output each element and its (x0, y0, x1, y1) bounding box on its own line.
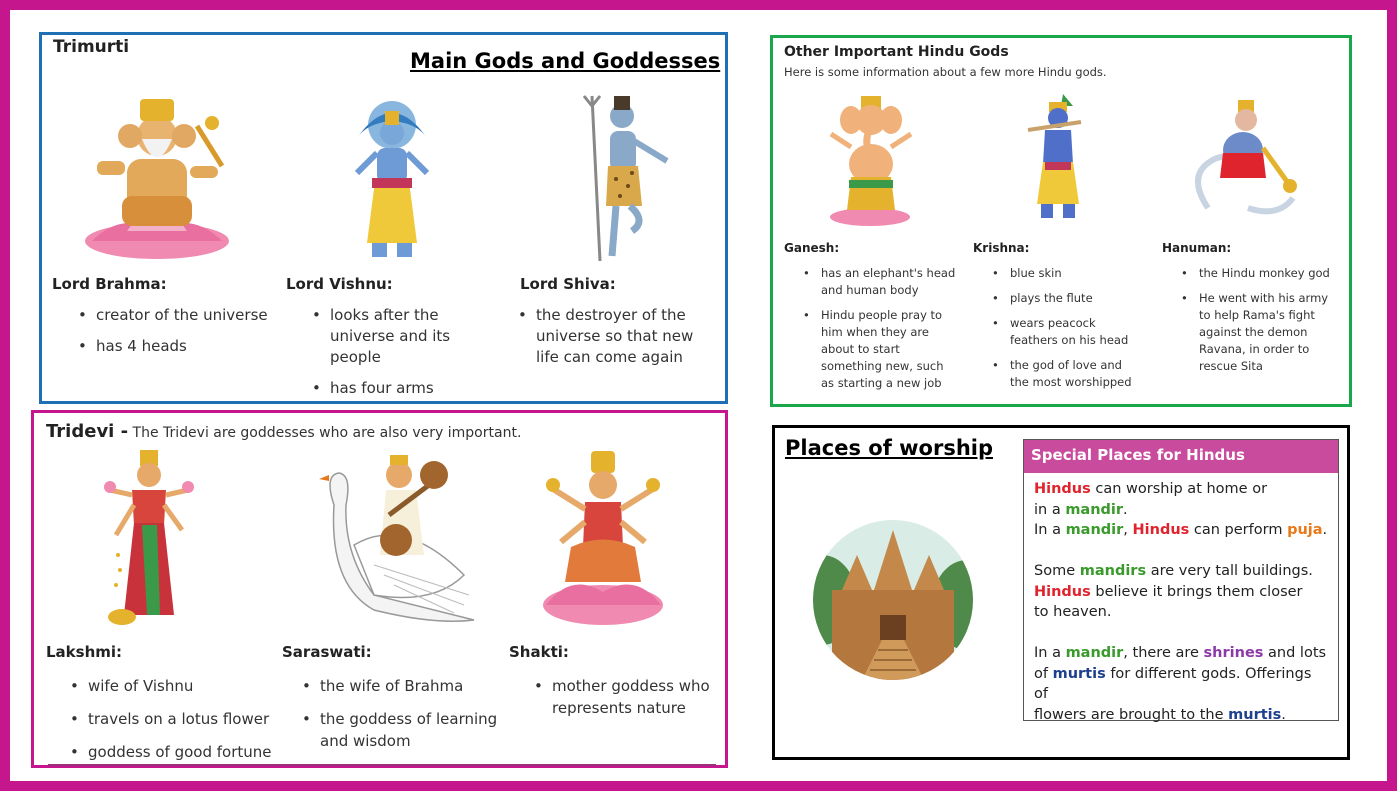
god-name-krishna: Krishna: (973, 241, 1030, 255)
shakti-figure-icon (541, 447, 666, 629)
text-fragment: Hindus (1132, 522, 1190, 538)
text-fragment: mandirs (1079, 563, 1147, 579)
text-fragment: are very tall buildings. (1150, 563, 1313, 579)
text-fragment: can perform (1193, 522, 1283, 538)
text-line: in a mandir. (1034, 501, 1128, 518)
god-name-shiva: Lord Shiva: (520, 275, 616, 293)
text-fragment: shrines (1203, 645, 1264, 661)
text-fragment: puja (1287, 522, 1323, 538)
fact-item: • wears peacock feathers on his head (990, 315, 1140, 349)
text-line: flowers are brought to the murtis. (1034, 706, 1286, 723)
other-gods-title: Other Important Hindu Gods (784, 44, 1009, 60)
mandir-temple-illustration (802, 520, 984, 680)
text-line (1034, 479, 1328, 500)
fact-item: • blue skin (990, 265, 1140, 282)
goddess-name-saraswati: Saraswati: (282, 643, 372, 661)
special-places-text (1024, 473, 1338, 731)
fact-item: • goddess of good fortune (68, 741, 288, 763)
special-places-box (1023, 439, 1339, 721)
hanuman-figure-icon (1188, 98, 1298, 223)
fact-item: • travels on a lotus flower (68, 708, 288, 730)
fact-item: • the wife of Brahma (300, 675, 500, 697)
goddess-name-lakshmi: Lakshmi: (46, 643, 123, 661)
text-line (1034, 602, 1328, 623)
text-fragment: murtis (1228, 706, 1282, 723)
shakti-facts (532, 675, 722, 719)
fact-item: • the goddess of learning and wisdom (300, 708, 500, 752)
text-fragment: , there are (1123, 645, 1199, 661)
text-fragment: mandir (1065, 645, 1124, 661)
god-name-brahma: Lord Brahma: (52, 275, 167, 293)
fact-item: • has an elephant's head and human body (801, 265, 957, 299)
text-line (1034, 582, 1328, 603)
saraswati-figure-icon (314, 445, 489, 630)
fact-item: • creator of the universe (76, 305, 276, 326)
goddess-name-shakti: Shakti: (509, 643, 569, 661)
text-fragment: for different gods. Offerings of (1034, 665, 1312, 702)
text-fragment: In a (1034, 522, 1061, 538)
text-fragment: and lots (1268, 645, 1327, 661)
fact-item: • wife of Vishnu (68, 675, 288, 697)
worship-title: Places of worship (785, 436, 994, 460)
trimurti-panel (39, 32, 728, 404)
text-fragment: Some (1034, 563, 1076, 579)
god-name-ganesh: Ganesh: (784, 241, 840, 255)
text-fragment: mandir (1065, 522, 1124, 538)
fact-item: • looks after the universe and its people (310, 305, 460, 368)
tridevi-panel (31, 410, 728, 768)
shiva-facts (516, 305, 716, 368)
trimurti-heading: Trimurti (53, 37, 130, 57)
tridevi-heading: Tridevi - (46, 421, 129, 442)
lakshmi-figure-icon (102, 445, 197, 630)
tridevi-intro: The Tridevi are goddesses who are also very important. (132, 425, 522, 441)
krishna-figure-icon (1023, 92, 1093, 227)
hanuman-facts (1179, 265, 1339, 375)
text-fragment: Hindus (1034, 583, 1091, 600)
text-fragment: mandir (1065, 501, 1124, 518)
shiva-figure-icon (572, 91, 682, 263)
fact-item: • the destroyer of the universe so that new life can come again (516, 305, 716, 368)
special-places-header: Special Places for Hindus (1024, 440, 1338, 473)
fact-item: • has four arms (310, 378, 460, 399)
vishnu-facts (310, 305, 460, 399)
text-fragment: of (1034, 665, 1048, 682)
fact-item: • plays the flute (990, 290, 1140, 307)
lakshmi-facts (68, 675, 288, 763)
god-name-vishnu: Lord Vishnu: (286, 275, 393, 293)
main-gods-title: Main Gods and Goddesses (410, 49, 721, 73)
ganesh-figure-icon (823, 92, 918, 227)
text-fragment: believe it brings them closer (1095, 583, 1303, 600)
krishna-facts (990, 265, 1140, 391)
text-line (1034, 643, 1328, 664)
text-line (1034, 664, 1328, 705)
fact-item: • He went with his army to help Rama's fight against the demon Ravana, in order to rescue Sita (1179, 290, 1339, 375)
text-fragment: murtis (1052, 665, 1106, 682)
text-line: In a mandir, Hindus can perform puja. (1034, 522, 1328, 538)
fact-item: • the Hindu monkey god (1179, 265, 1339, 282)
text-fragment: to heaven. (1034, 604, 1112, 620)
text-fragment: can worship at home or (1095, 481, 1268, 497)
tridevi-header (46, 421, 521, 442)
fact-item: • mother goddess who represents nature (532, 675, 722, 719)
worship-panel (772, 425, 1350, 760)
fact-item: • Hindu people pray to him when they are about to start something new, such as starting a new job (801, 307, 957, 392)
god-name-hanuman: Hanuman: (1162, 241, 1232, 255)
text-fragment: Hindus (1034, 481, 1091, 497)
other-gods-panel (770, 35, 1352, 407)
text-fragment: in a (1034, 501, 1061, 518)
fact-item: • has 4 heads (76, 336, 276, 357)
brahma-figure-icon (82, 91, 232, 263)
saraswati-facts (300, 675, 500, 752)
text-fragment: flowers are brought to the (1034, 706, 1224, 723)
tridevi-bottom-rule (48, 764, 716, 766)
text-fragment: In a (1034, 645, 1061, 661)
other-gods-subtitle: Here is some information about a few more Hindu gods. (784, 65, 1107, 79)
text-line (1034, 561, 1328, 582)
vishnu-figure-icon (347, 93, 437, 263)
ganesh-facts (801, 265, 957, 392)
brahma-facts (76, 305, 276, 357)
fact-item: • the god of love and the most worshipped (990, 357, 1140, 391)
